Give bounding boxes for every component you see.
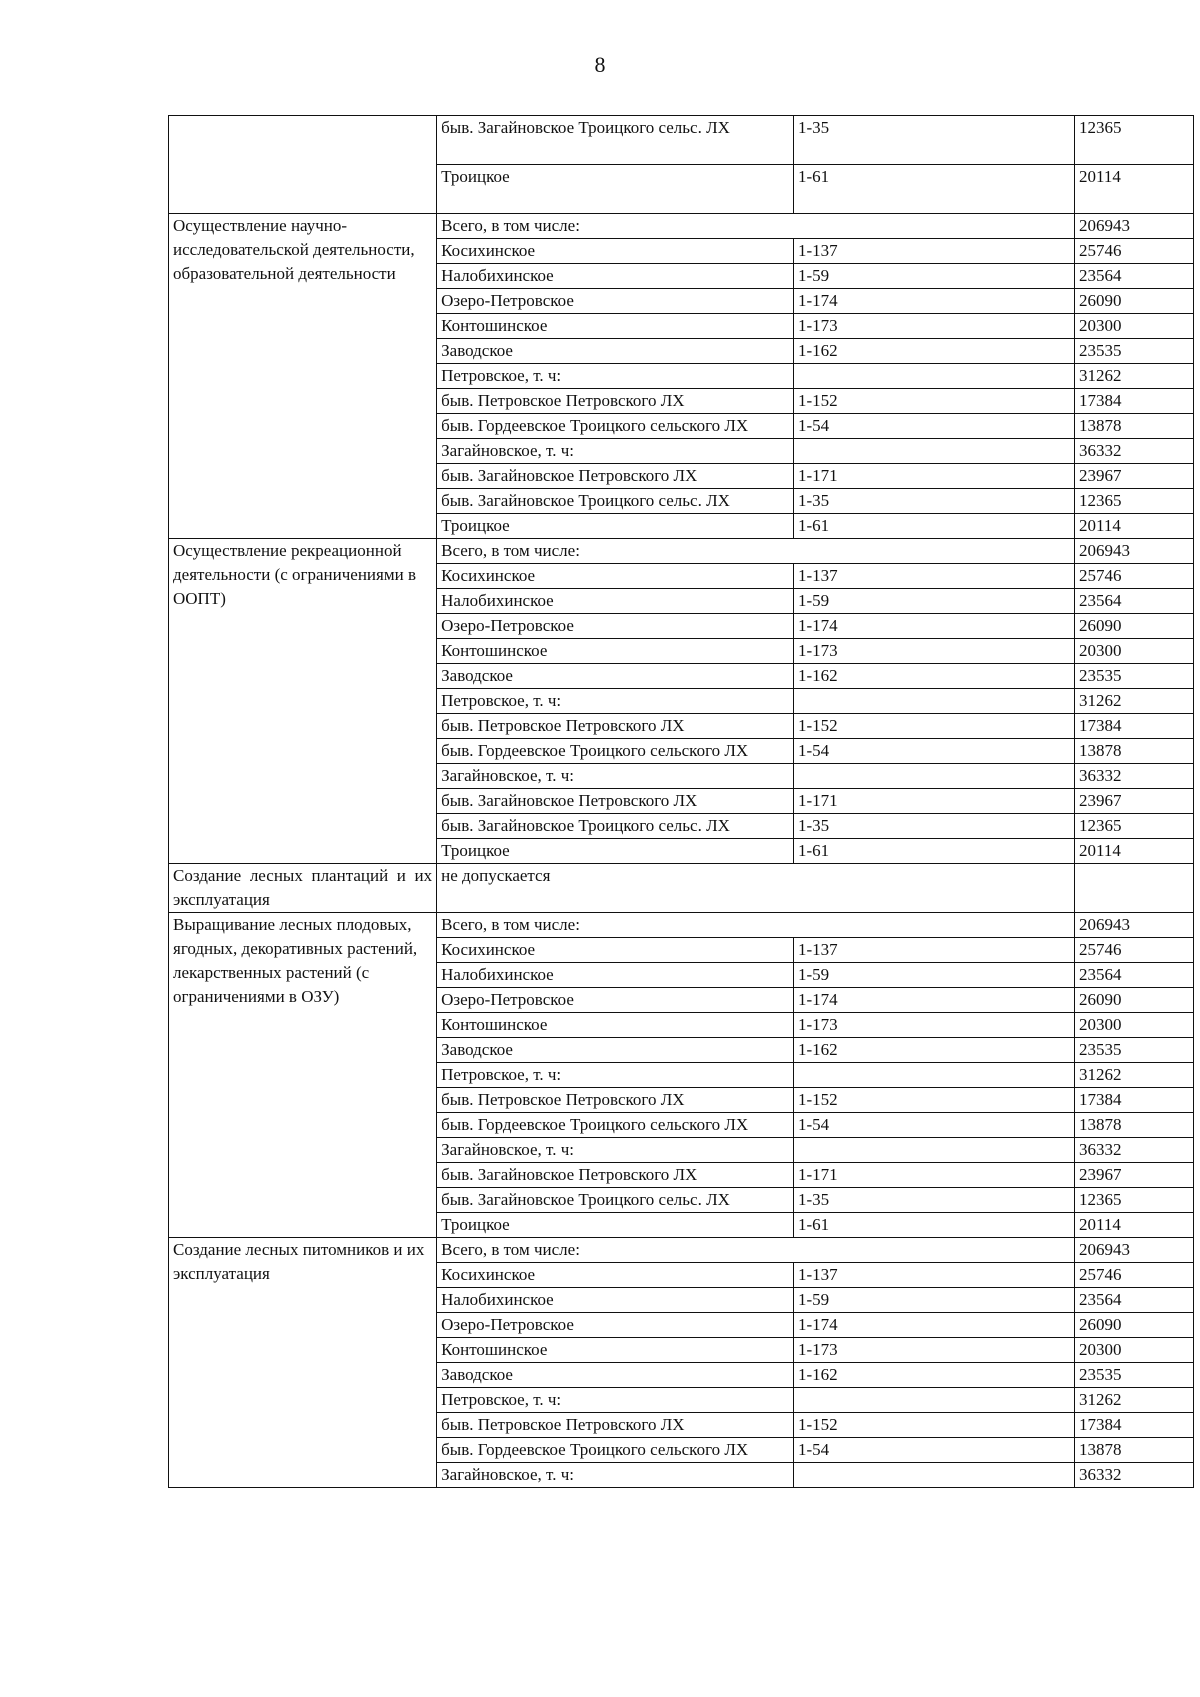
table-body — [169, 116, 1194, 1488]
quarter-range: 1-137 — [793, 1263, 1074, 1288]
activity-cell: Создание лесных питомников и их эксплуатация — [169, 1238, 437, 1488]
forestry-name: Загайновское, т. ч: — [437, 1463, 794, 1488]
area-value: 23535 — [1075, 339, 1194, 364]
area-value: 23967 — [1075, 789, 1194, 814]
forestry-name: Петровское, т. ч: — [437, 1388, 794, 1413]
quarter-range: 1-171 — [793, 789, 1074, 814]
forestry-name: Контошинское — [437, 639, 794, 664]
area-value: 20114 — [1075, 514, 1194, 539]
area-value: 36332 — [1075, 764, 1194, 789]
total-label: Всего, в том числе: — [437, 1238, 1075, 1263]
quarter-range: 1-59 — [793, 589, 1074, 614]
area-value — [1075, 864, 1194, 913]
quarter-range: 1-174 — [793, 1313, 1074, 1338]
area-value: 13878 — [1075, 1113, 1194, 1138]
area-value: 12365 — [1075, 489, 1194, 514]
area-value: 23967 — [1075, 464, 1194, 489]
forestry-name: Налобихинское — [437, 589, 794, 614]
table-row — [169, 864, 1194, 913]
forestry-name: Загайновское, т. ч: — [437, 439, 794, 464]
forestry-name: Косихинское — [437, 938, 794, 963]
area-value: 12365 — [1075, 1188, 1194, 1213]
forestry-name: Петровское, т. ч: — [437, 1063, 794, 1088]
forestry-name: быв. Гордеевское Троицкого сельского ЛХ — [437, 739, 794, 764]
forest-use-table — [168, 115, 1194, 1488]
area-value: 20114 — [1075, 839, 1194, 864]
area-value: 17384 — [1075, 1413, 1194, 1438]
quarter-range: 1-173 — [793, 1338, 1074, 1363]
quarter-range — [793, 439, 1074, 464]
area-value: 13878 — [1075, 739, 1194, 764]
quarter-range: 1-173 — [793, 1013, 1074, 1038]
quarter-range: 1-137 — [793, 564, 1074, 589]
quarter-range: 1-162 — [793, 1363, 1074, 1388]
area-value: 25746 — [1075, 564, 1194, 589]
forestry-name: быв. Загайновское Троицкого сельс. ЛХ — [437, 1188, 794, 1213]
forestry-name: Петровское, т. ч: — [437, 364, 794, 389]
quarter-range: 1-174 — [793, 289, 1074, 314]
area-value: 12365 — [1075, 116, 1194, 165]
note-cell: не допускается — [437, 864, 1075, 913]
table-row — [169, 539, 1194, 564]
table-row — [169, 913, 1194, 938]
table-row — [169, 214, 1194, 239]
area-value: 31262 — [1075, 689, 1194, 714]
quarter-range: 1-61 — [793, 514, 1074, 539]
area-value: 23535 — [1075, 1038, 1194, 1063]
quarter-range: 1-152 — [793, 1413, 1074, 1438]
table-row — [169, 116, 1194, 165]
total-label: Всего, в том числе: — [437, 913, 1075, 938]
quarter-range — [793, 1388, 1074, 1413]
forestry-name: Петровское, т. ч: — [437, 689, 794, 714]
forestry-name: Косихинское — [437, 239, 794, 264]
quarter-range — [793, 764, 1074, 789]
forestry-name: Налобихинское — [437, 264, 794, 289]
activity-cell: Осуществление научно-исследовательской деятельности, образовательной деятельности — [169, 214, 437, 539]
forestry-name: Контошинское — [437, 1338, 794, 1363]
area-value: 23564 — [1075, 1288, 1194, 1313]
area-value: 17384 — [1075, 714, 1194, 739]
forestry-name: Налобихинское — [437, 963, 794, 988]
activity-cell: Осуществление рекреационной деятельности (с ограничениями в ООПТ) — [169, 539, 437, 864]
area-value: 23535 — [1075, 664, 1194, 689]
quarter-range: 1-174 — [793, 614, 1074, 639]
quarter-range: 1-54 — [793, 1438, 1074, 1463]
quarter-range: 1-173 — [793, 314, 1074, 339]
forestry-name: Заводское — [437, 339, 794, 364]
forestry-name: Загайновское, т. ч: — [437, 764, 794, 789]
forestry-name: быв. Загайновское Троицкого сельс. ЛХ — [437, 814, 794, 839]
forestry-name: быв. Загайновское Петровского ЛХ — [437, 1163, 794, 1188]
forestry-name: Троицкое — [437, 165, 794, 214]
quarter-range: 1-171 — [793, 1163, 1074, 1188]
table-row — [169, 1238, 1194, 1263]
forestry-name: Заводское — [437, 1363, 794, 1388]
area-value: 25746 — [1075, 1263, 1194, 1288]
forestry-name: быв. Загайновское Троицкого сельс. ЛХ — [437, 116, 794, 165]
quarter-range: 1-35 — [793, 489, 1074, 514]
area-value: 26090 — [1075, 614, 1194, 639]
quarter-range: 1-174 — [793, 988, 1074, 1013]
forestry-name: быв. Петровское Петровского ЛХ — [437, 1088, 794, 1113]
quarter-range: 1-35 — [793, 116, 1074, 165]
area-value: 13878 — [1075, 1438, 1194, 1463]
quarter-range — [793, 1063, 1074, 1088]
total-label: Всего, в том числе: — [437, 214, 1075, 239]
quarter-range: 1-137 — [793, 938, 1074, 963]
forestry-name: Загайновское, т. ч: — [437, 1138, 794, 1163]
quarter-range: 1-61 — [793, 839, 1074, 864]
quarter-range: 1-61 — [793, 1213, 1074, 1238]
forestry-name: Троицкое — [437, 514, 794, 539]
quarter-range: 1-59 — [793, 264, 1074, 289]
quarter-range: 1-54 — [793, 739, 1074, 764]
area-value: 23564 — [1075, 963, 1194, 988]
quarter-range: 1-35 — [793, 814, 1074, 839]
forestry-name: Контошинское — [437, 1013, 794, 1038]
forestry-name: Косихинское — [437, 564, 794, 589]
area-value: 20300 — [1075, 1013, 1194, 1038]
forestry-name: быв. Загайновское Петровского ЛХ — [437, 464, 794, 489]
forestry-name: Заводское — [437, 1038, 794, 1063]
activity-cell — [169, 116, 437, 214]
total-area: 206943 — [1075, 214, 1194, 239]
total-area: 206943 — [1075, 1238, 1194, 1263]
activity-cell: Выращивание лесных плодовых, ягодных, декоративных растений, лекарственных растений (с ограничениями в ОЗУ) — [169, 913, 437, 1238]
forestry-name: быв. Гордеевское Троицкого сельского ЛХ — [437, 1438, 794, 1463]
forestry-name: Озеро-Петровское — [437, 289, 794, 314]
area-value: 13878 — [1075, 414, 1194, 439]
forestry-name: быв. Загайновское Троицкого сельс. ЛХ — [437, 489, 794, 514]
forestry-name: Озеро-Петровское — [437, 1313, 794, 1338]
area-value: 17384 — [1075, 1088, 1194, 1113]
forestry-name: быв. Гордеевское Троицкого сельского ЛХ — [437, 414, 794, 439]
forestry-name: быв. Петровское Петровского ЛХ — [437, 389, 794, 414]
quarter-range: 1-61 — [793, 165, 1074, 214]
area-value: 31262 — [1075, 1063, 1194, 1088]
forestry-name: Заводское — [437, 664, 794, 689]
forestry-name: быв. Гордеевское Троицкого сельского ЛХ — [437, 1113, 794, 1138]
total-area: 206943 — [1075, 913, 1194, 938]
quarter-range — [793, 364, 1074, 389]
quarter-range: 1-162 — [793, 339, 1074, 364]
area-value: 23564 — [1075, 264, 1194, 289]
quarter-range: 1-35 — [793, 1188, 1074, 1213]
quarter-range: 1-137 — [793, 239, 1074, 264]
area-value: 20300 — [1075, 639, 1194, 664]
total-label: Всего, в том числе: — [437, 539, 1075, 564]
area-value: 26090 — [1075, 1313, 1194, 1338]
forestry-name: быв. Петровское Петровского ЛХ — [437, 1413, 794, 1438]
area-value: 20114 — [1075, 165, 1194, 214]
quarter-range: 1-162 — [793, 664, 1074, 689]
area-value: 17384 — [1075, 389, 1194, 414]
quarter-range: 1-152 — [793, 714, 1074, 739]
area-value: 23967 — [1075, 1163, 1194, 1188]
quarter-range: 1-173 — [793, 639, 1074, 664]
quarter-range: 1-162 — [793, 1038, 1074, 1063]
forestry-name: быв. Загайновское Петровского ЛХ — [437, 789, 794, 814]
area-value: 26090 — [1075, 289, 1194, 314]
forestry-name: Озеро-Петровское — [437, 988, 794, 1013]
area-value: 31262 — [1075, 364, 1194, 389]
total-area: 206943 — [1075, 539, 1194, 564]
forestry-name: быв. Петровское Петровского ЛХ — [437, 714, 794, 739]
activity-cell: Создание лесных плантаций и их эксплуатация — [169, 864, 437, 913]
quarter-range: 1-152 — [793, 389, 1074, 414]
quarter-range: 1-54 — [793, 414, 1074, 439]
quarter-range: 1-171 — [793, 464, 1074, 489]
forestry-name: Троицкое — [437, 839, 794, 864]
quarter-range — [793, 1138, 1074, 1163]
page-number: 8 — [594, 52, 606, 77]
quarter-range — [793, 1463, 1074, 1488]
area-value: 23564 — [1075, 589, 1194, 614]
quarter-range: 1-152 — [793, 1088, 1074, 1113]
area-value: 20114 — [1075, 1213, 1194, 1238]
area-value: 25746 — [1075, 239, 1194, 264]
area-value: 20300 — [1075, 314, 1194, 339]
quarter-range: 1-59 — [793, 963, 1074, 988]
quarter-range — [793, 689, 1074, 714]
area-value: 36332 — [1075, 439, 1194, 464]
forestry-name: Троицкое — [437, 1213, 794, 1238]
forestry-name: Озеро-Петровское — [437, 614, 794, 639]
forestry-name: Налобихинское — [437, 1288, 794, 1313]
area-value: 23535 — [1075, 1363, 1194, 1388]
area-value: 25746 — [1075, 938, 1194, 963]
area-value: 26090 — [1075, 988, 1194, 1013]
forestry-name: Косихинское — [437, 1263, 794, 1288]
area-value: 12365 — [1075, 814, 1194, 839]
area-value: 36332 — [1075, 1138, 1194, 1163]
forestry-name: Контошинское — [437, 314, 794, 339]
quarter-range: 1-59 — [793, 1288, 1074, 1313]
quarter-range: 1-54 — [793, 1113, 1074, 1138]
area-value: 20300 — [1075, 1338, 1194, 1363]
area-value: 31262 — [1075, 1388, 1194, 1413]
area-value: 36332 — [1075, 1463, 1194, 1488]
